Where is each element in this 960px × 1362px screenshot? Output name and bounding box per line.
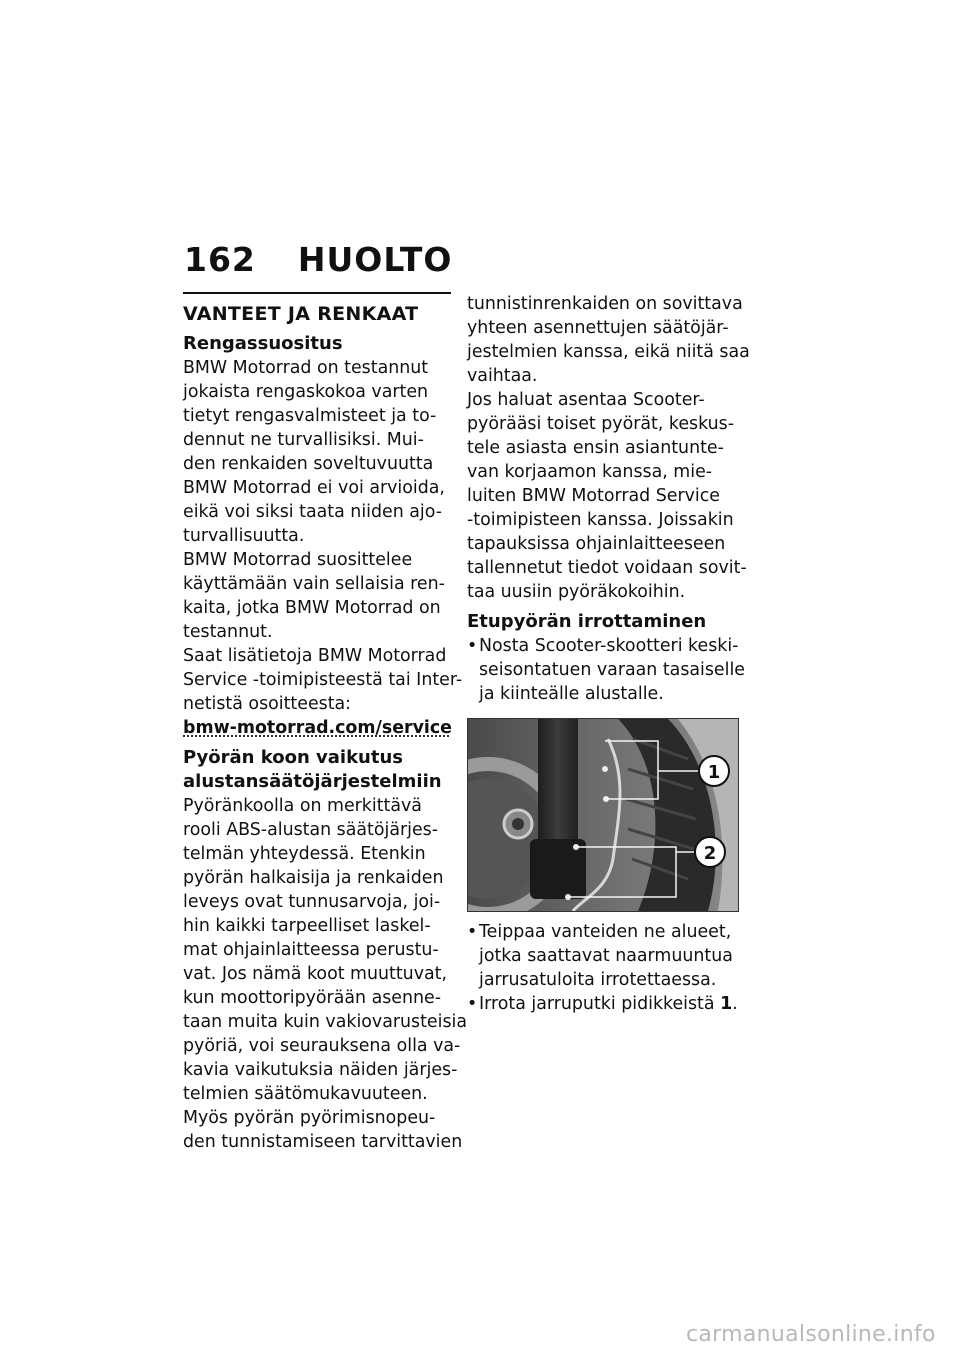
paragraph-tested-tires: BMW Motorrad on testannut jokaista rengaskokoa varten tietyt rengasvalmisteet ja to- dennut ne turvallisiksi. Mui- den renkaiden soveltuvuutta BMW Motorrad ei voi arvioida, eikä voi siksi taata niiden ajo- turvallisuutta.	[183, 358, 445, 546]
chapter-title: HUOLTO	[297, 240, 453, 279]
page-header	[184, 240, 453, 279]
bullet-icon: •	[467, 636, 478, 656]
callout-1-badge	[699, 756, 729, 786]
watermark: carmanualsonline.info	[686, 1322, 936, 1347]
front-wheel-illustration	[468, 719, 738, 911]
paragraph-sensor-rings: tunnistinrenkaiden on sovittava yhteen asennettujen säätöjär- jestelmien kanssa, eikä niitä saa vaihtaa.	[467, 294, 750, 386]
subsection-title-front-wheel-removal: Etupyörän irrottaminen	[467, 611, 707, 632]
subsection-title-tire-recommendation: Rengassuositus	[183, 333, 343, 354]
paragraph-speed-sensor: Myös pyörän pyörimisnopeu- den tunnistamiseen tarvittavien	[183, 1108, 463, 1152]
left-column	[183, 292, 467, 1154]
bullet-icon: •	[467, 922, 478, 942]
section-title: VANTEET JA RENKAAT	[183, 303, 419, 325]
right-column	[467, 292, 750, 1016]
callout-2-label: 2	[703, 843, 717, 864]
bullet-icon: •	[467, 994, 478, 1014]
section-rule	[183, 292, 451, 294]
paragraph-install-other-wheels: Jos haluat asentaa Scooter- pyörääsi toiset pyörät, keskus- tele asiasta ensin asiantunte- van korjaamon kanssa, mie- luiten BMW Motorrad Service -toimipisteen kanssa. Joissakin tapauksissa ohjainlaitteeseen tallennetut tiedot voidaan sovit- taa uusiin pyöräkokoihin.	[467, 390, 747, 602]
callout-reference: 1	[720, 994, 733, 1014]
paragraph-recommendation: BMW Motorrad suosittelee käyttämään vain sellaisia ren- kaita, jotka BMW Motorrad on testannut.	[183, 550, 445, 642]
callout-2-badge	[695, 837, 725, 867]
paragraph-more-info: Saat lisätietoja BMW Motorrad Service -toimipisteestä tai Inter- netistä osoitteesta:	[183, 646, 463, 714]
subsection-title-wheel-size: Pyörän koon vaikutus alustansäätöjärjestelmiin	[183, 747, 442, 792]
paragraph-wheel-size-effect: Pyöränkoolla on merkittävä rooli ABS-alustan säätöjärjes- telmän yhteydessä. Etenkin pyörän halkaisija ja renkaiden leveys ovat tunnusarvoja, joi- hin kaikki tarpeelliset laskel- mat ohjainlaitteessa perustu- vat. Jos nämä koot muuttuvat, kun moottoripyörään asenne- taan muita kuin vakiovarusteisia pyöriä, voi seurauksena olla va- kavia vaikutuksia näiden järjes- telmien säätömukavuuteen.	[183, 796, 467, 1104]
list-item: • Teippaa vanteiden ne alueet, jotka saattavat naarmuuntua jarrusatuloita irrotettaessa.	[467, 922, 733, 990]
list-item: • Irrota jarruputki pidikkeistä 1.	[467, 994, 738, 1014]
page-number: 162	[184, 240, 256, 279]
callout-1-label: 1	[707, 762, 721, 783]
service-link[interactable]: bmw-motorrad.com/service	[183, 718, 452, 738]
front-wheel-photo	[467, 718, 739, 912]
list-item: • Nosta Scooter-skootteri keski- seisontatuen varaan tasaiselle ja kiinteälle alustalle.	[467, 636, 745, 704]
